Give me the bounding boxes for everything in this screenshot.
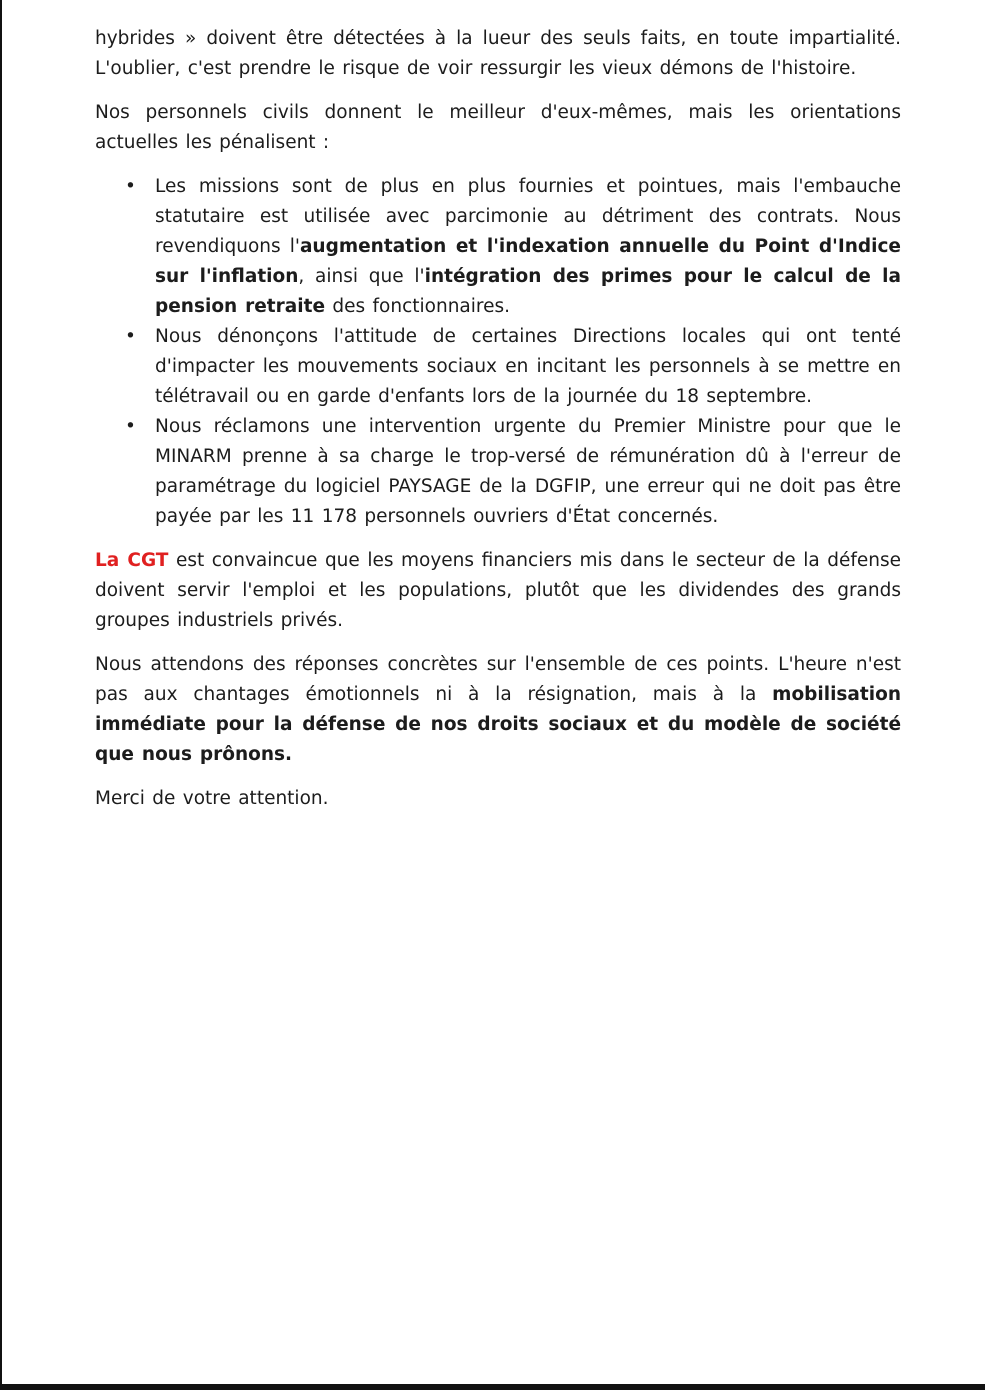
page-bottom-bar xyxy=(0,1384,985,1390)
list-item-missions xyxy=(155,172,901,322)
list-item-premier-ministre xyxy=(155,412,901,532)
page-left-border-line xyxy=(0,0,2,1390)
paragraph-reponses-concretes xyxy=(95,650,901,770)
document-content xyxy=(95,24,901,828)
paragraph-merci xyxy=(95,784,901,814)
run-bold-mobilisation: mobilisation immédiate pour la défense de nos droits sociaux et du modèle de société que nous prônons. xyxy=(95,684,901,765)
paragraph-text: hybrides » doivent être détectées à la lueur des seuls faits, en toute impartialité. L'oublier, c'est prendre le risque de voir ressurgir les vieux démons de l'histoire. xyxy=(95,28,901,79)
run-regular: des fonctionnaires. xyxy=(325,296,510,317)
paragraph-text: Merci de votre attention. xyxy=(95,788,329,809)
run-bold-augmentation: augmentation et l'indexation annuelle du Point d'Indice sur l'inflation xyxy=(155,236,901,287)
paragraph-personnels-civils xyxy=(95,98,901,158)
demands-bullet-list xyxy=(95,172,901,532)
run-regular: Nous réclamons une intervention urgente du Premier Ministre pour que le MINARM prenne à sa charge le trop-versé de rémunération dû à l'erreur de paramétrage du logiciel PAYSAGE de la DGFIP, une erreur qui ne doit pas être payée par les 11 178 personnels ouvriers d'État concernés. xyxy=(155,416,901,527)
run-regular: Les missions sont de plus en plus fournies et pointues, mais l'embauche statutaire est utilisée avec parcimonie au détriment des contrats. Nous revendiquons l' xyxy=(155,176,901,257)
run-bold-integration-primes: intégration des primes pour le calcul de la pension retraite xyxy=(155,266,901,317)
paragraph-text: Nos personnels civils donnent le meilleur d'eux-mêmes, mais les orientations actuelles les pénalisent : xyxy=(95,102,901,153)
cgt-red-label: La CGT xyxy=(95,550,169,571)
run-regular: , ainsi que l' xyxy=(298,266,425,287)
paragraph-hybrides xyxy=(95,24,901,84)
paragraph-la-cgt xyxy=(95,546,901,636)
run-regular: Nous dénonçons l'attitude de certaines Directions locales qui ont tenté d'impacter les mouvements sociaux en incitant les personnels à se mettre en télétravail ou en garde d'enfants lors de la journée du 18 septembre. xyxy=(155,326,901,407)
run-regular: Nous attendons des réponses concrètes sur l'ensemble de ces points. L'heure n'est pas aux chantages émotionnels ni à la résignation, mais à la xyxy=(95,654,901,705)
list-item-directions-locales xyxy=(155,322,901,412)
run-regular: est convaincue que les moyens financiers mis dans le secteur de la défense doivent servir l'emploi et les populations, plutôt que les dividendes des grands groupes industriels privés. xyxy=(95,550,901,631)
